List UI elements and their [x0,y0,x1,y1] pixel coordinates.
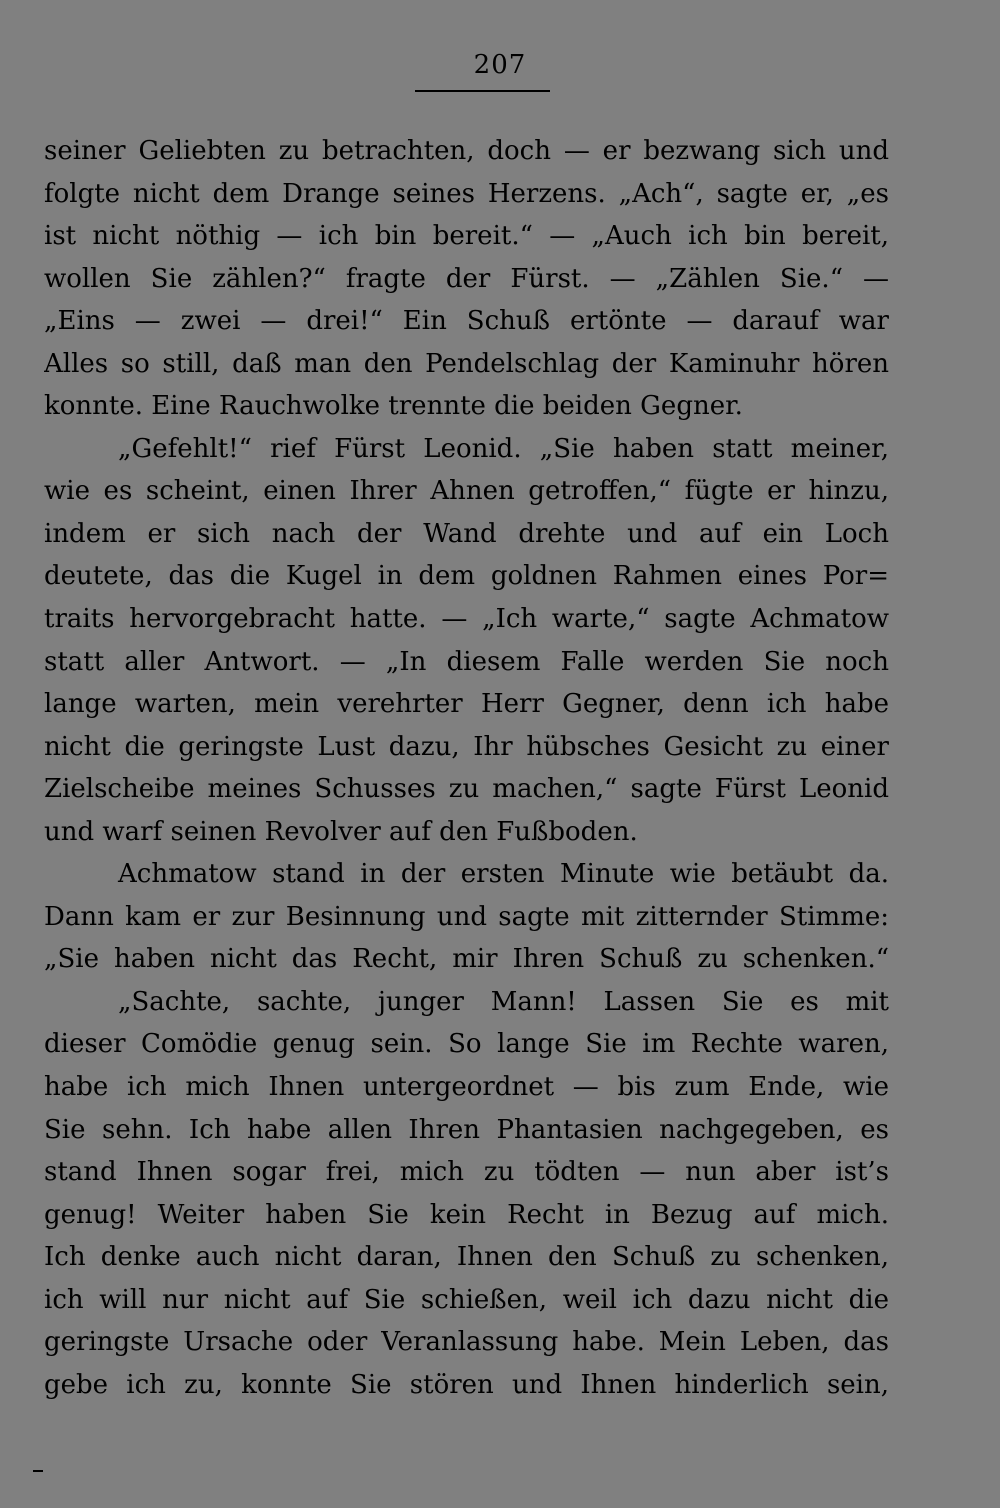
text-line: lange warten, mein verehrter Herr Gegner, denn ich habe [44,689,889,720]
text-line: traits hervorgebracht hatte. — „Ich warte,“ sagte Achmatow [44,604,889,635]
text-line: nicht die geringste Lust dazu, Ihr hübsches Gesicht zu einer [44,731,889,762]
text-line: habe ich mich Ihnen untergeordnet — bis zum Ende, wie [44,1072,889,1103]
corner-mark [33,1470,43,1472]
text-line: gebe ich zu, konnte Sie stören und Ihnen hinderlich sein, [44,1369,889,1400]
text-line: Ich denke auch nicht daran, Ihnen den Schuß zu schenken, [44,1242,889,1273]
page-number: 207 [473,50,527,80]
text-line: „Gefehlt!“ rief Fürst Leonid. „Sie haben statt meiner, [118,433,889,464]
text-line: „Eins — zwei — drei!“ Ein Schuß ertönte — darauf war [44,306,889,337]
text-line: Dann kam er zur Besinnung und sagte mit zitternder Stimme: [44,901,889,932]
text-line: „Sachte, sachte, junger Mann! Lassen Sie es mit [118,986,889,1017]
text-line: Alles so still, daß man den Pendelschlag der Kaminuhr hören [44,348,889,379]
text-line: genug! Weiter haben Sie kein Recht in Bezug auf mich. [44,1199,889,1230]
body-text [44,130,889,1406]
text-line: indem er sich nach der Wand drehte und auf ein Loch [44,518,889,549]
text-line: statt aller Antwort. — „In diesem Falle werden Sie noch [44,646,889,677]
text-line: „Sie haben nicht das Recht, mir Ihren Schuß zu schenken.“ [44,944,889,975]
text-line: seiner Geliebten zu betrachten, doch — er bezwang sich und [44,136,889,166]
text-line: ist nicht nöthig — ich bin bereit.“ — „Auch ich bin bereit, [44,221,889,252]
text-line: Zielscheibe meines Schusses zu machen,“ sagte Fürst Leonid [44,774,889,805]
text-line: konnte. Eine Rauchwolke trennte die beiden Gegner. [44,391,743,422]
text-line: Achmatow stand in der ersten Minute wie betäubt da. [118,859,889,890]
header-rule [415,90,550,92]
text-line: deutete, das die Kugel in dem goldnen Rahmen eines Por= [44,561,889,592]
text-line: dieser Comödie genug sein. So lange Sie im Rechte waren, [44,1029,889,1060]
text-line: geringste Ursache oder Veranlassung habe. Mein Leben, das [44,1327,889,1358]
text-line: und warf seinen Revolver auf den Fußboden. [44,816,638,847]
text-line: folgte nicht dem Drange seines Herzens. „Ach“, sagte er, „es [44,178,889,209]
text-line: wie es scheint, einen Ihrer Ahnen getroffen,“ fügte er hinzu, [44,476,889,507]
text-line: wollen Sie zählen?“ fragte der Fürst. — „Zählen Sie.“ — [44,263,889,294]
text-line: stand Ihnen sogar frei, mich zu tödten — nun aber ist’s [44,1157,889,1188]
text-line: Sie sehn. Ich habe allen Ihren Phantasien nachgegeben, es [44,1114,889,1145]
text-line: ich will nur nicht auf Sie schießen, weil ich dazu nicht die [44,1284,889,1315]
